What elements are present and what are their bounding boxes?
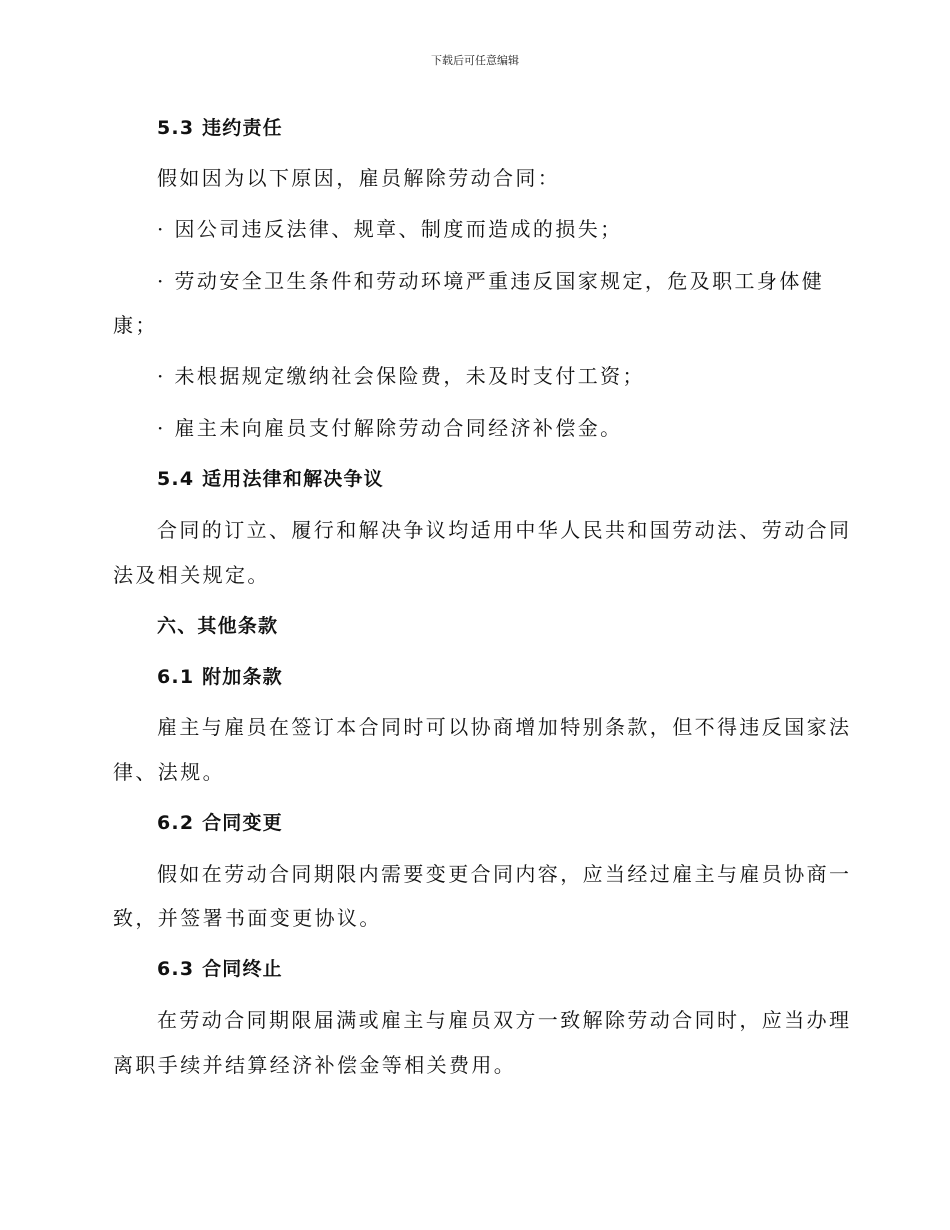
section-heading-6-3: 6.3 合同终止 [157, 958, 283, 980]
section-heading-6-1: 6.1 附加条款 [157, 666, 283, 688]
paragraph-line: 离职手续并结算经济补偿金等相关费用。 [113, 1053, 517, 1077]
paragraph-line: 律、法规。 [113, 760, 225, 784]
paragraph-line: 致，并签署书面变更协议。 [113, 906, 382, 930]
bullet-item: · 因公司违反法律、规章、制度而造成的损失； [157, 217, 623, 241]
paragraph-line: 在劳动合同期限届满或雇主与雇员双方一致解除劳动合同时，应当办理 [157, 1008, 852, 1032]
section-heading-5-4: 5.4 适用法律和解决争议 [157, 468, 384, 490]
bullet-item: · 劳动安全卫生条件和劳动环境严重违反国家规定，危及职工身体健 [157, 269, 825, 293]
paragraph-line: 合同的订立、履行和解决争议均适用中华人民共和国劳动法、劳动合同 [157, 518, 852, 542]
paragraph-line: 假如在劳动合同期限内需要变更合同内容，应当经过雇主与雇员协商一 [157, 862, 852, 886]
paragraph-line: 雇主与雇员在签订本合同时可以协商增加特别条款，但不得违反国家法 [157, 715, 852, 739]
paragraph-line: 假如因为以下原因，雇员解除劳动合同： [157, 166, 561, 190]
paragraph-line: 法及相关规定。 [113, 563, 270, 587]
section-heading-6: 六、其他条款 [157, 615, 279, 637]
bullet-item: · 未根据规定缴纳社会保险费，未及时支付工资； [157, 364, 645, 388]
bullet-item-continuation: 康； [113, 313, 158, 337]
bullet-item: · 雇主未向雇员支付解除劳动合同经济补偿金。 [157, 416, 623, 440]
page-header: 下载后可任意编辑 [431, 54, 519, 67]
section-heading-5-3: 5.3 违约责任 [157, 117, 283, 139]
section-heading-6-2: 6.2 合同变更 [157, 812, 283, 834]
